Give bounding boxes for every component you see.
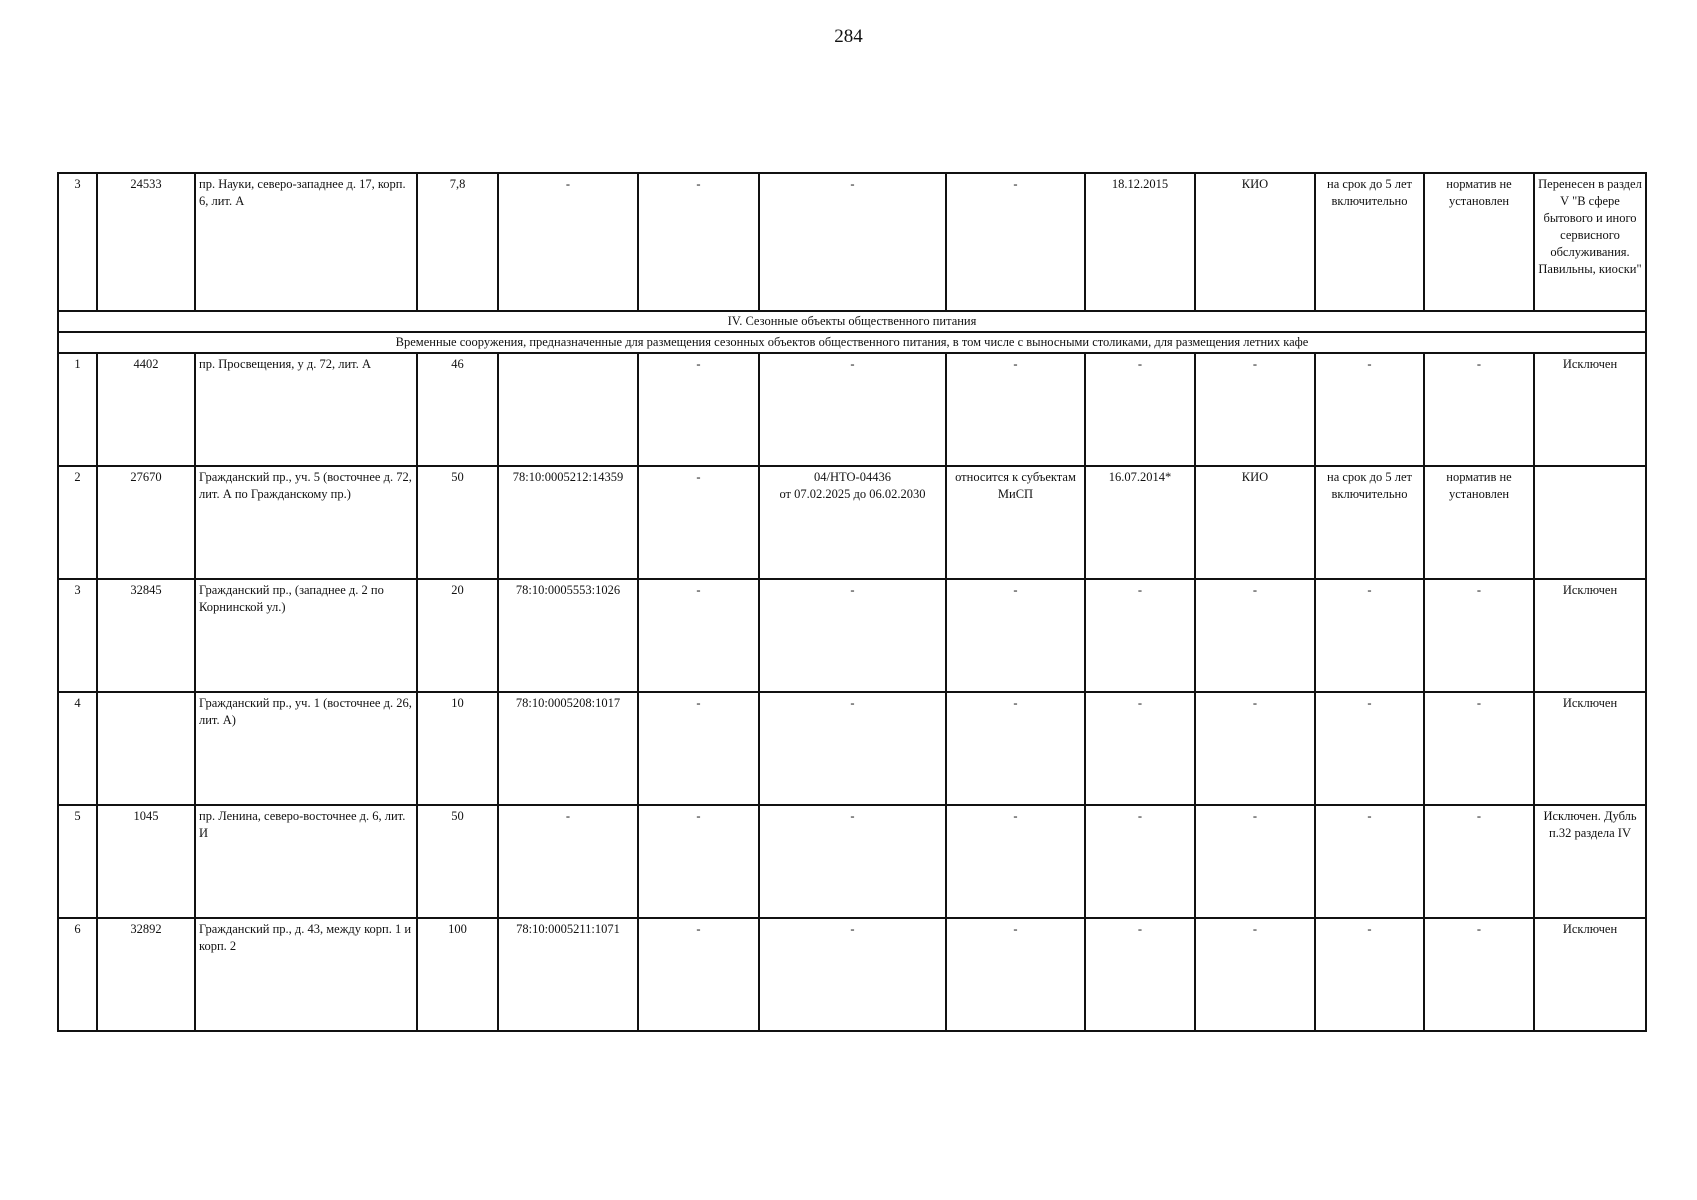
address-cell: пр. Просвещения, у д. 72, лит. А — [195, 353, 417, 466]
date-cell: - — [1085, 692, 1195, 805]
row-number-cell: 3 — [58, 173, 97, 311]
organization-cell: - — [1195, 692, 1315, 805]
category-cell: - — [946, 805, 1085, 918]
cadastral-number-cell — [498, 353, 638, 466]
row-number-cell: 2 — [58, 466, 97, 579]
note-cell: Исключен — [1534, 918, 1646, 1031]
object-id-cell: 24533 — [97, 173, 195, 311]
address-cell: пр. Ленина, северо-восточнее д. 6, лит. И — [195, 805, 417, 918]
object-id-cell — [97, 692, 195, 805]
term-cell: - — [1315, 805, 1424, 918]
cadastral-number-cell: - — [498, 173, 638, 311]
area-cell: 100 — [417, 918, 498, 1031]
table-row — [58, 805, 1646, 918]
category-cell: - — [946, 579, 1085, 692]
area-cell: 50 — [417, 805, 498, 918]
section-header-row — [58, 311, 1646, 332]
row-number-cell: 3 — [58, 579, 97, 692]
note-cell: Исключен — [1534, 692, 1646, 805]
date-cell: - — [1085, 805, 1195, 918]
norm-cell: - — [1424, 579, 1534, 692]
norm-cell: - — [1424, 353, 1534, 466]
object-id-cell: 1045 — [97, 805, 195, 918]
page-number: 284 — [834, 26, 863, 47]
contract-cell: - — [759, 579, 946, 692]
column-6-cell: - — [638, 173, 759, 311]
object-id-cell: 27670 — [97, 466, 195, 579]
norm-cell: норматив не установлен — [1424, 173, 1534, 311]
cadastral-number-cell: 78:10:0005208:1017 — [498, 692, 638, 805]
column-6-cell: - — [638, 692, 759, 805]
column-6-cell: - — [638, 353, 759, 466]
object-id-cell: 4402 — [97, 353, 195, 466]
row-number-cell: 6 — [58, 918, 97, 1031]
term-cell: на срок до 5 лет включительно — [1315, 466, 1424, 579]
table-row — [58, 579, 1646, 692]
subsection-title: Временные сооружения, предназначенные для размещения сезонных объектов общественного питания, в том числе с выносными столиками, для размещения летних кафе — [58, 332, 1646, 353]
contract-cell: - — [759, 692, 946, 805]
norm-cell: - — [1424, 692, 1534, 805]
term-cell: - — [1315, 579, 1424, 692]
row-number-cell: 5 — [58, 805, 97, 918]
date-cell: 16.07.2014* — [1085, 466, 1195, 579]
term-cell: - — [1315, 353, 1424, 466]
area-cell: 20 — [417, 579, 498, 692]
table-row — [58, 918, 1646, 1031]
area-cell: 50 — [417, 466, 498, 579]
cadastral-number-cell: 78:10:0005212:14359 — [498, 466, 638, 579]
table-row — [58, 692, 1646, 805]
column-6-cell: - — [638, 579, 759, 692]
norm-cell: норматив не установлен — [1424, 466, 1534, 579]
category-cell: - — [946, 918, 1085, 1031]
area-cell: 10 — [417, 692, 498, 805]
table-row — [58, 173, 1646, 311]
object-id-cell: 32845 — [97, 579, 195, 692]
address-cell: Гражданский пр., уч. 1 (восточнее д. 26, лит. А) — [195, 692, 417, 805]
area-cell: 7,8 — [417, 173, 498, 311]
category-cell: относится к субъектам МиСП — [946, 466, 1085, 579]
section-title: IV. Сезонные объекты общественного питания — [58, 311, 1646, 332]
organization-cell: - — [1195, 918, 1315, 1031]
note-cell: Перенесен в раздел V "В сфере бытового и иного сервисного обслуживания. Павильны, киоски" — [1534, 173, 1646, 311]
organization-cell: - — [1195, 805, 1315, 918]
object-id-cell: 32892 — [97, 918, 195, 1031]
cadastral-number-cell: - — [498, 805, 638, 918]
date-cell: - — [1085, 353, 1195, 466]
term-cell: - — [1315, 692, 1424, 805]
date-cell: - — [1085, 918, 1195, 1031]
date-cell: 18.12.2015 — [1085, 173, 1195, 311]
address-cell: Гражданский пр., (западнее д. 2 по Корнинской ул.) — [195, 579, 417, 692]
category-cell: - — [946, 353, 1085, 466]
term-cell: - — [1315, 918, 1424, 1031]
contract-cell: - — [759, 173, 946, 311]
note-cell — [1534, 466, 1646, 579]
contract-number: 04/НТО-04436 — [814, 470, 891, 484]
row-number-cell: 4 — [58, 692, 97, 805]
organization-cell: КИО — [1195, 466, 1315, 579]
organization-cell: - — [1195, 353, 1315, 466]
address-cell: Гражданский пр., уч. 5 (восточнее д. 72, лит. А по Гражданскому пр.) — [195, 466, 417, 579]
column-6-cell: - — [638, 805, 759, 918]
contract-cell: - — [759, 353, 946, 466]
registry-table — [57, 172, 1647, 1032]
cadastral-number-cell: 78:10:0005211:1071 — [498, 918, 638, 1031]
contract-cell: - — [759, 918, 946, 1031]
organization-cell: КИО — [1195, 173, 1315, 311]
contract-period: от 07.02.2025 до 06.02.2030 — [779, 487, 926, 501]
table-row — [58, 466, 1646, 579]
organization-cell: - — [1195, 579, 1315, 692]
note-cell: Исключен — [1534, 353, 1646, 466]
contract-cell: - — [759, 805, 946, 918]
note-cell: Исключен. Дубль п.32 раздела IV — [1534, 805, 1646, 918]
date-cell: - — [1085, 579, 1195, 692]
address-cell: Гражданский пр., д. 43, между корп. 1 и корп. 2 — [195, 918, 417, 1031]
term-cell: на срок до 5 лет включительно — [1315, 173, 1424, 311]
column-6-cell: - — [638, 466, 759, 579]
note-cell: Исключен — [1534, 579, 1646, 692]
subsection-header-row — [58, 332, 1646, 353]
row-number-cell: 1 — [58, 353, 97, 466]
norm-cell: - — [1424, 918, 1534, 1031]
category-cell: - — [946, 692, 1085, 805]
category-cell: - — [946, 173, 1085, 311]
table-row — [58, 353, 1646, 466]
contract-cell — [759, 466, 946, 579]
norm-cell: - — [1424, 805, 1534, 918]
address-cell: пр. Науки, северо-западнее д. 17, корп. 6, лит. А — [195, 173, 417, 311]
cadastral-number-cell: 78:10:0005553:1026 — [498, 579, 638, 692]
column-6-cell: - — [638, 918, 759, 1031]
area-cell: 46 — [417, 353, 498, 466]
